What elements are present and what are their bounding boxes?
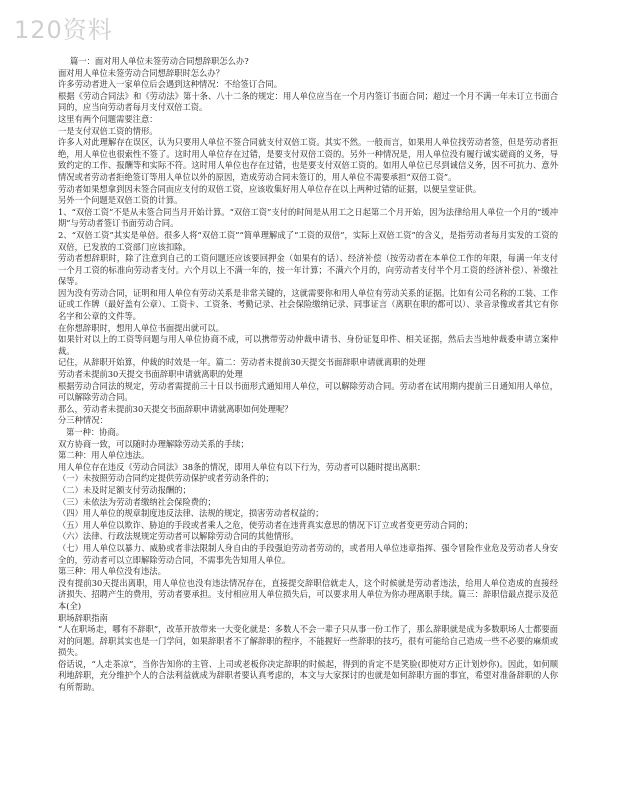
paragraph: 在你想辞职时，想用人单位书面提出就可以。 xyxy=(58,322,224,333)
paragraph: 另外一个问题是双倍工资的计算。 xyxy=(58,195,183,206)
paragraph: 双方协商一致，可以随时办理解除劳动关系的手续； xyxy=(58,438,249,449)
paragraph: 一是支付双倍工资的情形。 xyxy=(58,125,158,136)
paragraph: 许多劳动者进入一家单位后会遇到这种情况：不给签订合同。 xyxy=(58,79,283,90)
paragraph: 分三种情况： xyxy=(58,415,108,426)
paragraph: （六）法律、行政法规规定劳动者可以解除劳动合同的其他情形。 xyxy=(58,531,299,542)
paragraph: 根据劳动合同法的规定，劳动者需提前三十日以书面形式通知用人单位，可以解除劳动合同。劳动者在试用期内提前三日通知用人单位，可以解除劳动合同。 xyxy=(58,380,558,403)
paragraph: 没有提前30天提出离职，用人单位也没有违法情况存在，直接提交辞职信就走人，这个时候就是劳动者违法，给用人单位造成的直接经济损失、招聘产生的费用，劳动者要承担。支付相应用人单位损失后，可以要求用人单位为你办理离职手续。篇三：辞职信最点提示及范本(全) xyxy=(58,577,558,611)
paragraph: 1、“双倍工资”不是从未签合同当月开始计算。“双倍工资”支付的时间是从用工之日起第二个月开始，因为法律给用人单位一个月的“缓冲期”与劳动者签订书面劳动合同。 xyxy=(58,206,558,229)
paragraph: 第三种：用人单位没有违法。 xyxy=(58,566,166,577)
paragraph: “人在职场走，哪有不辞职”，改革开放带来一大变化就是：多数人不会一辈子只从事一份工作了，那么辞职就是成为多数职场人士都要面对的问题。辞职其实也是一门学问，如果辞职者不了解辞职的程序，不能握好一些辞职的技巧，很有可能给自己造成一些不必要的麻烦或损失。 xyxy=(58,624,558,658)
paragraph: （四）用人单位的规章制度违反法律、法规的规定，损害劳动者权益的； xyxy=(58,508,324,519)
paragraph: 面对用人单位未签劳动合同想辞职时怎么办？ xyxy=(58,67,224,78)
paragraph: 用人单位存在违反《劳动合同法》38条的情况，即用人单位有以下行为，劳动者可以随时提出离职： xyxy=(58,461,426,472)
paragraph: 因为没有劳动合同，证明和用人单位有劳动关系是非常关键的，这就需要你和用人单位有劳动关系的证据。比如有公司名称的工装、工作证或工作牌（最好盖有公章）、工资卡、工资条、考勤记录、社会保险缴纳记录、同事证言（离职在职的都可以）、录音录像或者其它有你名字和公章的文件等。 xyxy=(58,287,558,322)
paragraph: （三）未依法为劳动者缴纳社会保险费的； xyxy=(58,496,216,507)
paragraph: 劳动者未提前30天提交书面辞职申请就离职的处理 xyxy=(58,369,243,380)
paragraph: （七）用人单位以暴力、威胁或者非法限制人身自由的手段强迫劳动者劳动的，或者用人单位违章指挥、强令冒险作业危及劳动者人身安全的，劳动者可以立即解除劳动合同，不需事先告知用人单位。 xyxy=(58,542,558,565)
paragraph: 那么，劳动者未提前30天提交书面辞职申请就离职如何处理呢？ xyxy=(58,403,293,414)
site-watermark: 120资料 xyxy=(14,16,113,44)
paragraph: 俗话说，“人走茶凉”，当你告知你的主管、上司或老板你决定辞职的时候起，得到的肯定不是笑脸(即使对方正计划炒你)。因此，如何顺利地辞职，充分维护个人的合法利益就成为辞职者要认真考虑的，本文与大家探讨的也就是如何辞职方面的事宜，希望对准备辞职的人你有所帮助。 xyxy=(58,658,558,693)
document-body xyxy=(58,56,558,694)
paragraph: （二）未及时足额支付劳动报酬的； xyxy=(58,484,191,495)
paragraph: 许多人对此理解存在误区，认为只要用人单位不签合同就支付双倍工资。其实不然。一般而言，如果用人单位找劳动者签，但是劳动者拒绝，用人单位也很索性不签了。这时用人单位存在过错，是要支付双倍工资的。另外一种情况是，用人单位没有履行诚实磋商的义务，导致约定的工作、报酬等和实际不符。这时用人单位也存在过错，也是要支付双倍工资的。如用人单位已尽到诚信义务，因不可抗力、意外情况或者劳动者拒绝签订等用人单位以外的原因，造成劳动合同未签订的，用人单位不需要承担“双倍工资”。 xyxy=(58,137,558,182)
paragraph: （一）未按照劳动合同约定提供劳动保护或者劳动条件的； xyxy=(58,473,274,484)
paragraph: 劳动者想辞职时，除了注意到自己的工资问题还应该要回押金（如果有的话）、经济补偿（按劳动者在本单位工作的年限，每满一年支付一个月工资的标准向劳动者支付。六个月以上不满一年的，按一年计算；不满六个月的，向劳动者支付半个月工资的经济补偿）、补缴社保等。 xyxy=(58,253,558,287)
paragraph: 记住，从辞职开始算，仲裁的时效是一年。篇二：劳动者未提前30天提交书面辞职申请就离职的处理 xyxy=(58,357,426,368)
paragraph: （五）用人单位以欺诈、胁迫的手段或者乘人之危，使劳动者在违背真实意思的情况下订立或者变更劳动合同的； xyxy=(58,519,473,530)
paragraph: 第一种：协商。 xyxy=(66,427,125,437)
article-heading: 篇一：面对用人单位未签劳动合同想辞职怎么办? xyxy=(70,56,249,66)
paragraph: 劳动者如果想拿到因未签合同而应支付的双倍工资，应该收集好用人单位存在以上两种过错的证据，以便呈堂证供。 xyxy=(58,183,482,194)
paragraph: 职场辞职指南 xyxy=(58,612,108,623)
paragraph: 这里有两个问题需要注意： xyxy=(58,113,158,124)
paragraph: 根据《劳动合同法》和《劳动法》第十条、八十二条的规定：用人单位应当在一个月内签订书面合同；超过一个月不满一年未订立书面合同的，应当向劳动者每月支付双倍工资。 xyxy=(58,90,558,113)
paragraph: 2、“双倍工资”其实是单倍。很多人将“双倍工资”“简单理解成了“工资的双倍”，实际上双倍工资”的含义，是指劳动者每月实发的工资的双倍，已发放的工资部门应该扣除。 xyxy=(58,229,558,252)
paragraph: 第二种：用人单位违法。 xyxy=(58,450,150,461)
paragraph: 如果针对以上的工资等问题与用人单位协商不成，可以携带劳动仲裁申请书、身份证复印件、相关证据，然后去当地仲裁委申请立案仲裁。 xyxy=(58,334,558,356)
